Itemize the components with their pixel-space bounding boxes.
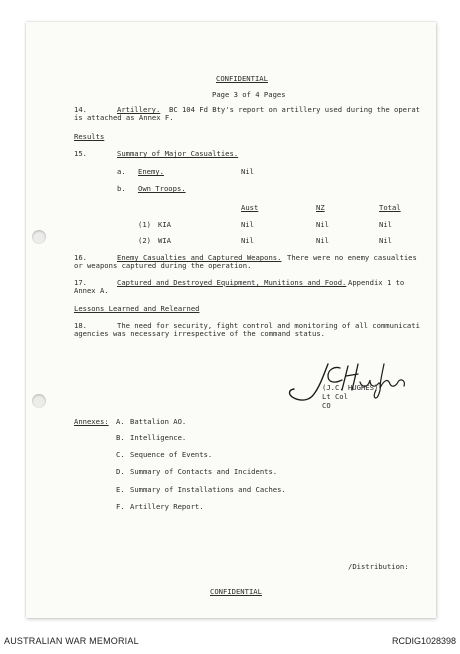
classification-footer: CONFIDENTIAL [210,587,262,596]
annex-a-letter: A. [116,417,125,426]
archive-institution: AUSTRALIAN WAR MEMORIAL [4,636,139,646]
para-15-heading: Summary of Major Casualties. [117,149,239,158]
annex-a-title: Battalion AO. [130,417,187,426]
para-16-text: There were no enemy casualties [287,253,417,262]
column-header-nz: NZ [316,203,325,212]
para-16-text-cont: or weapons captured during the operation. [74,261,252,270]
para-18-text-cont: agencies was necessary irrespective of the command status. [74,329,325,338]
punch-hole [32,394,46,408]
archive-footer [0,622,460,654]
distribution-label: /Distribution: [348,562,409,571]
row-2-aust: Nil [241,236,254,245]
row-2-type: WIA [158,236,171,245]
row-1-label: (1) [138,220,151,229]
results-heading: Results [74,132,105,141]
annex-e-letter: E. [116,485,125,494]
row-1-type: KIA [158,220,171,229]
para-15-number: 15. [74,149,87,158]
annex-d-title: Summary of Contacts and Incidents. [130,467,278,476]
row-1-nz: Nil [316,220,329,229]
column-header-total: Total [379,203,401,212]
row-2-nz: Nil [316,236,329,245]
annex-b-title: Intelligence. [130,433,187,442]
column-header-aust: Aust [241,203,259,212]
para-15b-label: b. [117,184,126,193]
annex-c-letter: C. [116,450,125,459]
page-number: Page 3 of 4 Pages [212,90,286,99]
para-15a-value: Nil [241,167,254,176]
row-2-label: (2) [138,236,151,245]
row-1-total: Nil [379,220,392,229]
annex-f-title: Artillery Report. [130,502,204,511]
para-15a-label: a. [117,167,126,176]
para-17-number: 17. [74,278,87,287]
archive-reference: RCDIG1028398 [391,636,456,646]
row-1-aust: Nil [241,220,254,229]
para-16-heading: Enemy Casualties and Captured Weapons. [117,253,282,262]
para-14-text-cont: is attached as Annex F. [74,113,174,122]
signatory-name: (J.C. HUGHES) [322,383,379,392]
document-page [26,22,436,618]
para-17-text-cont: Annex A. [74,286,109,295]
signatory-role: CO [322,401,331,410]
para-16-number: 16. [74,253,87,262]
annex-c-title: Sequence of Events. [130,450,213,459]
para-15b-heading: Own Troops. [138,184,186,193]
annex-b-letter: B. [116,433,125,442]
para-17-text: Appendix 1 to [348,278,405,287]
para-14-number: 14. [74,105,87,114]
annex-d-letter: D. [116,467,125,476]
classification-header: CONFIDENTIAL [216,74,268,83]
signatory-rank: Lt Col [322,392,348,401]
annexes-label: Annexes: [74,417,109,426]
annex-f-letter: F. [116,502,125,511]
para-15a-heading: Enemy. [138,167,164,176]
annex-e-title: Summary of Installations and Caches. [130,485,286,494]
para-14-heading: Artillery. [117,105,161,114]
para-18-number: 18. [74,321,87,330]
punch-hole [32,230,46,244]
para-18-text: The need for security, fight control and monitoring of all communicati [117,321,420,330]
lessons-heading: Lessons Learned and Relearned [74,304,200,313]
row-2-total: Nil [379,236,392,245]
para-17-heading: Captured and Destroyed Equipment, Munitions and Food. [117,278,347,287]
para-14-text: BC 104 Fd Bty's report on artillery used during the operat [169,105,420,114]
